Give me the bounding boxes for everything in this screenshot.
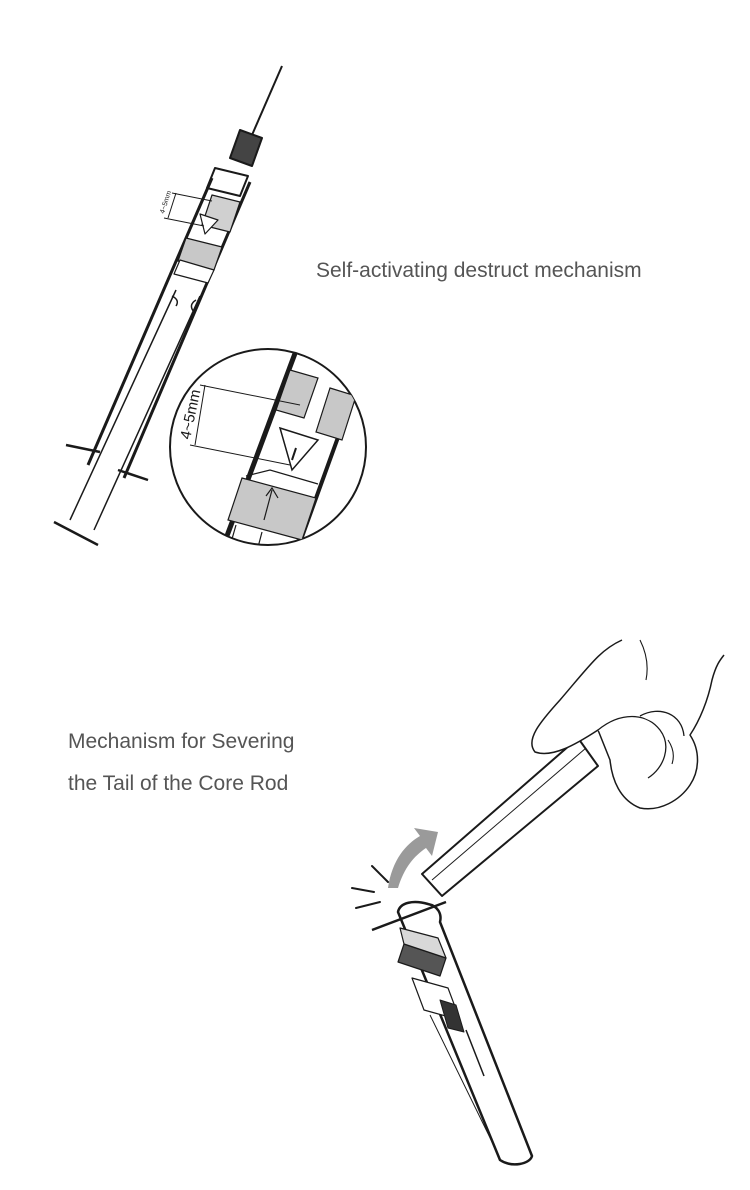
finger-flange-right bbox=[118, 470, 148, 480]
snap-line-1 bbox=[372, 866, 388, 882]
snap-indicator bbox=[352, 866, 388, 908]
snap-line-3 bbox=[356, 902, 380, 908]
thumb-press bbox=[54, 522, 98, 545]
syringe-tip bbox=[207, 168, 248, 196]
plunger-rod-left bbox=[70, 290, 176, 520]
caption-severing-line2: the Tail of the Core Rod bbox=[68, 772, 289, 795]
core-rod-tail bbox=[422, 738, 598, 896]
severed-syringe-body bbox=[372, 902, 532, 1164]
core-rod-tail-inner bbox=[432, 748, 586, 880]
snap-line-2 bbox=[352, 888, 374, 892]
hand-illustration bbox=[422, 640, 724, 896]
needle bbox=[252, 66, 282, 135]
dim-label-large: 4~5mm bbox=[177, 387, 205, 441]
needle-hub bbox=[230, 130, 262, 166]
caption-severing bbox=[68, 721, 294, 805]
caption-self-activating: Self-activating destruct mechanism bbox=[316, 259, 642, 282]
caption-severing-line1: Mechanism for Severing bbox=[68, 730, 295, 753]
dim-tick-bottom bbox=[164, 218, 204, 226]
dim-label-small: 4~5mm bbox=[159, 190, 174, 215]
zoom-detail-circle bbox=[170, 340, 366, 570]
